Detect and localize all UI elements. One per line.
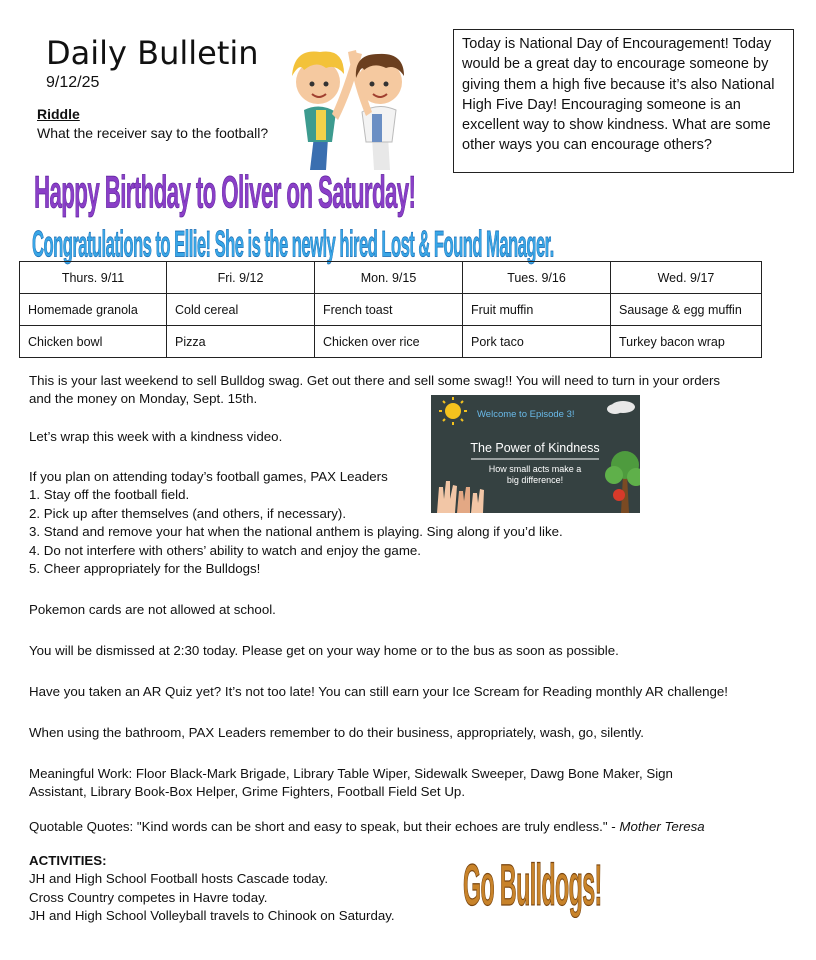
menu-cell: Sausage & egg muffin [611,294,762,326]
rule-item: 3. Stand and remove your hat when the national anthem is playing. Sing along if you’d like. [29,524,563,540]
thumbnail-welcome: Welcome to Episode 3! [477,409,575,420]
ar-quiz-announcement: Have you taken an AR Quiz yet? It’s not too late! You can still earn your Ice Scream for Reading monthly AR challenge! [29,684,728,699]
riddle-question: What the receiver say to the football? [37,125,269,141]
rule-item: 2. Pick up after themselves (and others, if necessary). [29,505,347,521]
bulletin-date: 9/12/25 [46,74,100,91]
rule-item: 1. Stay off the football field. [29,487,190,503]
activity-item: Cross Country competes in Havre today. [29,889,268,905]
kindness-video-announcement: Let’s wrap this week with a kindness video. [29,429,283,444]
menu-cell: Chicken over rice [315,326,463,358]
thumbnail-title: The Power of Kindness [470,441,600,455]
lunch-menu-table [19,261,762,358]
quotable-quote: Quotable Quotes: "Kind words can be short and easy to speak, but their echoes are truly endless." - Mother Teresa [29,819,705,834]
menu-day-header: Wed. 9/17 [611,262,762,294]
menu-day-header: Mon. 9/15 [315,262,463,294]
menu-cell: Fruit muffin [463,294,611,326]
thumbnail-subtitle-1: How small acts make a [488,464,582,474]
riddle-heading: Riddle [37,106,80,122]
activities-heading: ACTIVITIES: [29,853,107,868]
menu-day-header: Tues. 9/16 [463,262,611,294]
congrats-banner: Congratulations to Ellie! She is the newly hired Lost & Found Manager. [32,224,554,266]
activity-item: JH and High School Football hosts Cascade today. [29,871,329,887]
rule-item: 5. Cheer appropriately for the Bulldogs! [29,561,261,577]
menu-cell: Cold cereal [167,294,315,326]
menu-cell: Chicken bowl [20,326,167,358]
menu-cell: French toast [315,294,463,326]
activity-item: JH and High School Volleyball travels to Chinook on Saturday. [29,908,395,924]
menu-day-header: Fri. 9/12 [167,262,315,294]
birthday-banner: Happy Birthday to Oliver on Saturday! [34,166,416,218]
rule-item: 4. Do not interfere with others’ ability to watch and enjoy the game. [29,542,421,558]
bulletin-title: Daily Bulletin [46,34,259,72]
quote-author: Mother Teresa [619,819,705,834]
meaningful-work-announcement: Meaningful Work: Floor Black-Mark Brigade, Library Table Wiper, Sidewalk Sweeper, Dawg Bone Maker, Sign Assistant, Library Book-Box Helper, Grime Fighters, Football Field Set Up. [29,766,673,800]
sun-icon [445,403,461,419]
menu-header-row [20,262,762,294]
swag-announcement: This is your last weekend to sell Bulldog swag. Get out there and sell some swag!! You will need to turn in your orders and the money on Monday, Sept. 15th. [29,373,721,407]
activities-block [29,852,781,926]
bathroom-announcement: When using the bathroom, PAX Leaders remember to do their business, appropriately, wash, go, silently. [29,725,644,740]
menu-cell: Pork taco [463,326,611,358]
menu-breakfast-row [20,294,762,326]
thumbnail-subtitle-2: big difference! [506,475,564,485]
encouragement-text: Today is National Day of Encouragement! Today would be a great day to encourage someone by giving them a high five because it’s also National High Five Day! Encouraging someone is an excellent way to show kindness. What are some other ways you can encourage others? [462,36,775,154]
menu-cell: Turkey bacon wrap [611,326,762,358]
football-rules-block: If you plan on attending today’s football games, PAX Leaders 1. Stay off the football field. 2. Pick up after themselves (and others, if necessary). 3. Stand and remove your hat when the national anthem is playing. Sing along if you’d like. 4. Do not interfere with others’ ability to watch and enjoy the game. 5. Cheer appropriately for the Bulldogs! [29,468,781,578]
pokemon-announcement: Pokemon cards are not allowed at school. [29,602,276,617]
menu-cell: Homemade granola [20,294,167,326]
dismissal-announcement: You will be dismissed at 2:30 today. Please get on your way home or to the bus as soon as possible. [29,643,619,658]
encouragement-box [453,29,794,173]
menu-lunch-row [20,326,762,358]
high-five-kids-illustration [274,18,426,170]
go-bulldogs-banner: Go Bulldogs! [463,854,602,918]
menu-day-header: Thurs. 9/11 [20,262,167,294]
menu-cell: Pizza [167,326,315,358]
